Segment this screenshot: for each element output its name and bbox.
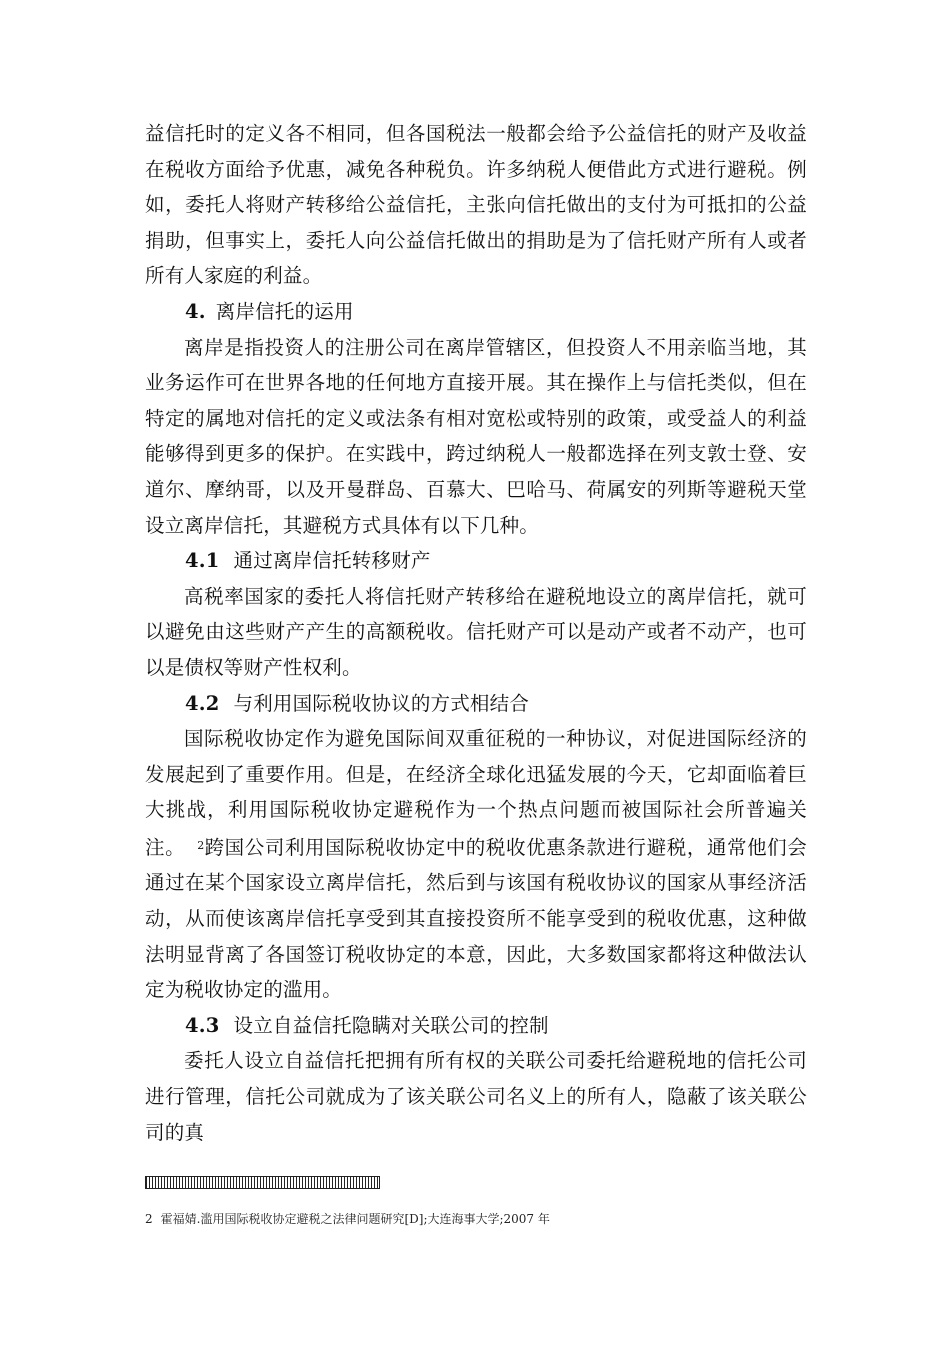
section-heading-4-2: [145, 686, 807, 722]
paragraph-4-part-a: 国际税收协定作为避免国际间双重征税的一种协议，对促进国际经济的发展起到了重要作用。但是，在经济全球化迅猛发展的今天，它却面临着巨大挑战，利用国际税收协定避税作为一个热点问题而被国际社会所普遍关注。: [145, 727, 807, 859]
paragraph-4-part-b: 跨国公司利用国际税收协定中的税收优惠条款进行避税，通常他们会通过在某个国家设立离岸信托，然后到与该国有税收协议的国家从事经济活动，从而使该离岸信托享受到其直接投资所不能享受到的税收优惠，这种做法明显背离了各国签订税收协定的本意，因此，大多数国家都将这种做法认定为税收协定的滥用。: [145, 835, 807, 1002]
footnote-separator: [145, 1176, 380, 1189]
body-text: [145, 116, 807, 1150]
paragraph-2: 离岸是指投资人的注册公司在离岸管辖区，但投资人不用亲临当地，其业务运作可在世界各地的任何地方直接开展。其在操作上与信托类似，但在特定的属地对信托的定义或法条有相对宽松或特别的政策，或受益人的利益能够得到更多的保护。在实践中，跨过纳税人一般都选择在列支敦士登、安道尔、摩纳哥，以及开曼群岛、百慕大、巴哈马、荷属安的列斯等避税天堂设立离岸信托，其避税方式具体有以下几种。: [145, 335, 807, 537]
section-heading-4-3: [145, 1008, 807, 1044]
section-number: 4.1: [185, 549, 220, 573]
section-number: 4.2: [185, 691, 220, 715]
section-title: 通过离岸信托转移财产: [233, 549, 431, 573]
footnote-reference[interactable]: 2: [197, 838, 205, 852]
section-number: 4.: [185, 299, 206, 323]
paragraph-5: 委托人设立自益信托把拥有所有权的关联公司委托给避税地的信托公司进行管理，信托公司就成为了该关联公司名义上的所有人，隐蔽了该关联公司的真: [145, 1049, 807, 1144]
paragraph-1: 益信托时的定义各不相同，但各国税法一般都会给予公益信托的财产及收益在税收方面给予优惠，减免各种税负。许多纳税人便借此方式进行避税。例如，委托人将财产转移给公益信托，主张向信托做出的支付为可抵扣的公益捐助，但事实上，委托人向公益信托做出的捐助是为了信托财产所有人或者所有人家庭的利益。: [145, 122, 807, 288]
section-title: 设立自益信托隐瞒对关联公司的控制: [233, 1013, 549, 1037]
paragraph-4: [145, 721, 807, 1008]
footnote: [145, 1211, 550, 1227]
section-heading-4: [145, 294, 807, 330]
section-title: 离岸信托的运用: [215, 299, 354, 323]
section-heading-4-1: [145, 543, 807, 579]
footnote-number: 2: [145, 1212, 153, 1226]
section-title: 与利用国际税收协议的方式相结合: [233, 691, 530, 715]
paragraph-3: 高税率国家的委托人将信托财产转移给在避税地设立的离岸信托，就可以避免由这些财产产生的高额税收。信托财产可以是动产或者不动产，也可以是债权等财产性权利。: [145, 584, 807, 679]
section-number: 4.3: [185, 1013, 220, 1037]
footnote-text: 霍福婧.滥用国际税收协定避税之法律问题研究[D];大连海事大学;2007 年: [160, 1212, 550, 1226]
